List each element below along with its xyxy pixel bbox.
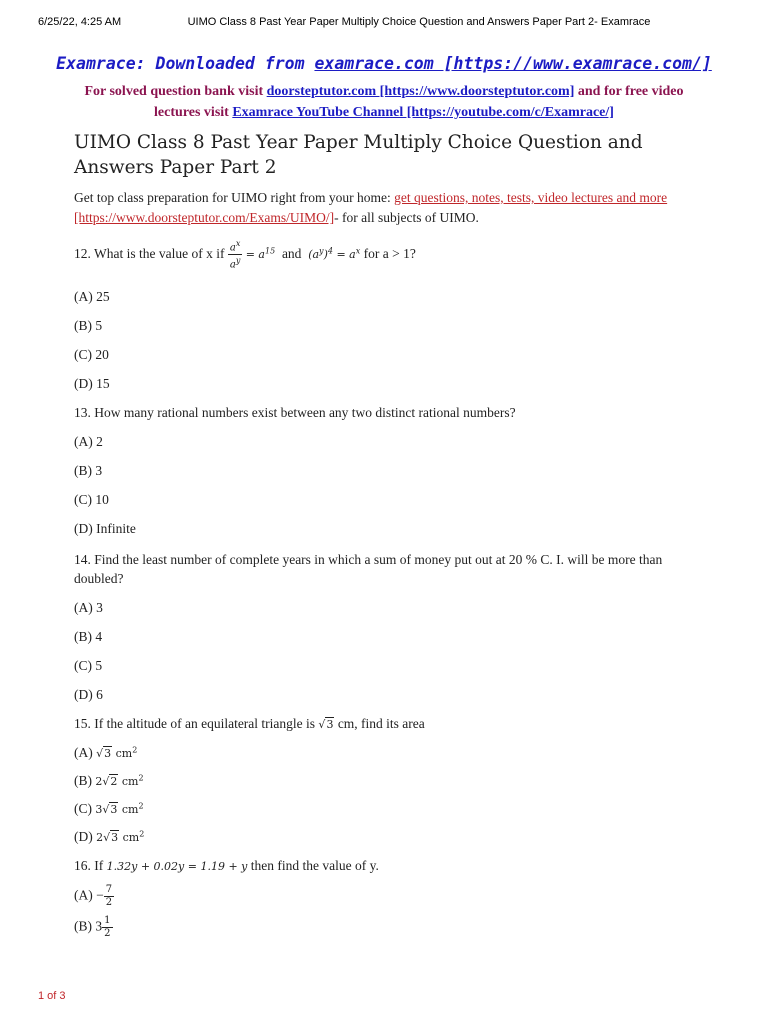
option-14-d: (D) 6 <box>74 686 103 702</box>
option-math: √3 $cm^2$ <box>96 745 138 760</box>
option-14-a: (A) 3 <box>74 599 103 615</box>
option-12-d: (D) 15 <box>74 375 110 391</box>
promo-line-1 <box>38 81 730 102</box>
unit-exponent: 2 <box>132 745 138 754</box>
unit: cm <box>122 830 140 844</box>
equation-2 <box>308 248 360 261</box>
question-14: 14. Find the least number of complete years in which a sum of money put out at 20 % C. I. will be more than doubled? <box>74 551 663 586</box>
radicand: 3 <box>111 830 119 844</box>
option-13-c: (C) 10 <box>74 491 109 507</box>
sqrt-expression: √3 <box>318 717 334 731</box>
question-16 <box>74 858 694 874</box>
promo-line-1-prefix: For solved question bank visit <box>84 84 267 99</box>
question-12 <box>74 238 694 272</box>
intro-suffix: - for all subjects of UIMO. <box>334 210 479 225</box>
option-14-c: (C) 5 <box>74 657 103 673</box>
radicand: 3 <box>110 802 118 816</box>
coefficient: 2 <box>95 774 103 788</box>
unit-exponent: 2 <box>138 773 144 782</box>
equation-1-rhs-base: = a <box>245 247 265 261</box>
question-15-prefix: 15. If the altitude of an equilateral triangle is <box>74 715 316 731</box>
youtube-channel-link[interactable]: Examrace YouTube Channel [https://youtube.com/c/Examrace/] <box>232 105 614 120</box>
numerator: 1 <box>104 914 111 926</box>
banner-main-prefix: Examrace: Downloaded from <box>56 54 315 73</box>
browser-print-header <box>0 0 768 40</box>
question-16-equation: 1.32y + 0.02y = 1.19 + y <box>106 859 248 873</box>
numerator-exponent: x <box>235 239 241 248</box>
option-13-a: (A) 2 <box>74 433 103 449</box>
option-label: (A) <box>74 744 93 760</box>
promo-banner <box>38 81 730 123</box>
unit: cm <box>121 774 139 788</box>
option-label: (A) <box>74 887 93 903</box>
denominator-base: a <box>229 259 236 271</box>
promo-line-1-suffix: and for free video <box>574 84 684 99</box>
numerator-base: a <box>229 242 236 254</box>
option-math: 3√3 $cm^2$ <box>95 801 144 816</box>
examrace-banner <box>38 54 730 73</box>
option-15-a <box>74 745 694 761</box>
promo-line-2 <box>38 102 730 123</box>
equation-2-rhs-exponent: x <box>355 246 361 256</box>
option-16-b <box>74 915 694 940</box>
coefficient: 2 <box>96 830 104 844</box>
option-13-d: (D) Infinite <box>74 520 136 536</box>
option-label: (B) <box>74 918 92 934</box>
radicand: 2 <box>110 774 118 788</box>
option-15-d <box>74 829 694 845</box>
fraction-1-over-2 <box>102 915 112 940</box>
promo-line-2-prefix: lectures visit <box>154 105 233 120</box>
option-16-a <box>74 884 694 909</box>
intro-prefix: Get top class preparation for UIMO right from your home: <box>74 190 395 205</box>
examrace-link[interactable]: examrace.com [https://www.examrace.com/] <box>314 54 712 73</box>
page-indicator: 1 of 3 <box>38 990 66 1002</box>
intro-paragraph <box>74 188 694 228</box>
question-15 <box>74 716 694 732</box>
option-15-c <box>74 801 694 817</box>
whole-number: 3 <box>95 918 103 934</box>
denominator: 2 <box>104 927 111 939</box>
print-timestamp: 6/25/22, 4:25 AM <box>38 16 122 28</box>
question-16-suffix: then find the value of y. <box>250 857 379 873</box>
coefficient: 3 <box>95 802 103 816</box>
option-12-c: (C) 20 <box>74 346 109 362</box>
equation-2-base: (a <box>308 247 320 261</box>
question-12-suffix: for a > 1? <box>363 245 416 261</box>
conjunction-and: and <box>281 245 302 261</box>
doorsteptutor-link[interactable]: doorsteptutor.com [https://www.doorsteptutor.com] <box>266 84 575 99</box>
question-13: 13. How many rational numbers exist between any two distinct rational numbers? <box>74 404 516 420</box>
print-document-title: UIMO Class 8 Past Year Paper Multiply Choice Question and Answers Paper Part 2- Examrace <box>187 16 651 28</box>
page-title: UIMO Class 8 Past Year Paper Multiply Choice Question and Answers Paper Part 2 <box>74 132 643 178</box>
equation-1-rhs <box>246 248 275 261</box>
option-math: 2√3 $cm^2$ <box>96 829 145 844</box>
unit-exponent: 2 <box>139 829 145 838</box>
option-label: (C) <box>74 800 92 816</box>
question-15-suffix: cm, find its area <box>337 715 425 731</box>
question-12-prefix: 12. What is the value of x if <box>74 245 225 261</box>
radicand: 3 <box>326 717 334 731</box>
minus-sign: − <box>96 887 104 903</box>
option-14-b: (B) 4 <box>74 628 103 644</box>
unit: cm <box>115 746 133 760</box>
fraction-7-over-2 <box>104 884 114 909</box>
document-content <box>74 130 694 940</box>
question-16-prefix: 16. If <box>74 857 104 873</box>
numerator: 7 <box>105 883 113 895</box>
equation-1-rhs-exponent: 15 <box>265 246 276 256</box>
equation-2-inner-exponent: y <box>319 246 324 256</box>
denominator: 2 <box>105 896 113 908</box>
option-15-b <box>74 773 694 789</box>
equation-2-close-paren: ) <box>323 247 328 261</box>
unit-exponent: 2 <box>138 801 144 810</box>
radicand: 3 <box>104 746 112 760</box>
unit: cm <box>121 802 139 816</box>
option-13-b: (B) 3 <box>74 462 103 478</box>
option-label: (B) <box>74 772 92 788</box>
denominator-exponent: y <box>235 256 241 266</box>
option-12-a: (A) 25 <box>74 288 110 304</box>
equation-2-outer-exponent: 4 <box>327 246 333 256</box>
option-12-b: (B) 5 <box>74 317 103 333</box>
equation-2-rhs-base: = a <box>336 247 356 261</box>
option-label: (D) <box>74 828 93 844</box>
option-math: 2√2 $cm^2$ <box>95 773 144 788</box>
fraction-a-x-over-a-y <box>228 238 243 272</box>
uimo-exam-link[interactable]: get questions, notes, tests, video lectures and more [https://www.doorsteptutor.com/Exams/UIMO/] <box>74 190 668 225</box>
